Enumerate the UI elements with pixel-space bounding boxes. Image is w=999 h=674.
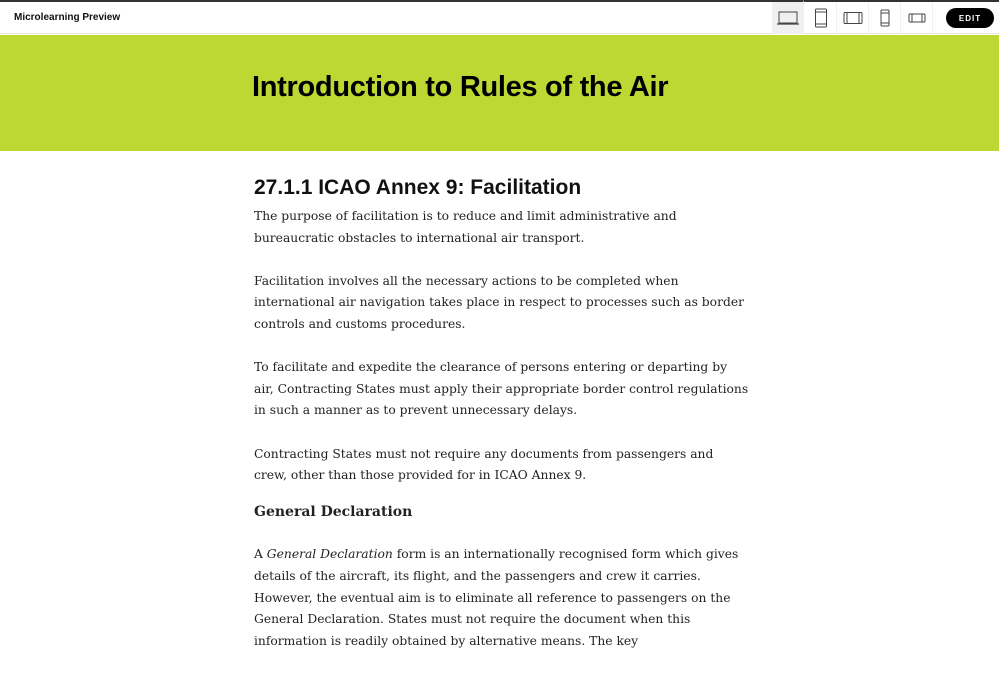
device-tablet-landscape-button[interactable] [837,2,869,34]
device-phone-landscape-button[interactable] [901,2,933,34]
emphasis: General Declaration [266,547,393,562]
lesson-content [254,176,749,674]
device-phone-portrait-button[interactable] [869,2,901,34]
text: form is an internationally recognised form which gives details of the aircraft, its flight, and the passengers and crew it carries. However, the eventual aim is to eliminate all reference to passengers on the General Declaration. States must not require the document when this information is readily obtained by alternative means. The key [254,547,739,648]
device-laptop-button[interactable] [772,0,804,34]
paragraph: Facilitation involves all the necessary actions to be completed when international air navigation takes place in respect to processes such as border controls and customs procedures. [254,273,744,331]
subheading: General Declaration [254,504,413,521]
section-heading: 27.1.1 ICAO Annex 9: Facilitation [254,176,582,199]
text: A [254,547,267,562]
paragraph-general-declaration [254,544,749,652]
tablet-portrait-icon [814,8,828,28]
preview-header [0,2,999,34]
paragraph: The purpose of facilitation is to reduce and limit administrative and bureaucratic obstacles to international air transport. [254,209,677,245]
laptop-icon [776,10,800,26]
phone-portrait-icon [880,9,890,27]
paragraph: To facilitate and expedite the clearance of persons entering or departing by air, Contracting States must apply their appropriate border control regulations in such a manner as to prevent unnecessary delays. [254,360,749,418]
course-title: Introduction to Rules of the Air [252,71,669,103]
device-tablet-portrait-button[interactable] [805,2,837,34]
title-banner [0,35,999,151]
edit-button[interactable]: EDIT [946,8,994,28]
phone-landscape-icon [908,13,926,23]
app-title: Microlearning Preview [14,12,121,23]
paragraph: Contracting States must not require any documents from passengers and crew, other than those provided for in ICAO Annex 9. [254,446,714,483]
tablet-landscape-icon [843,11,863,25]
